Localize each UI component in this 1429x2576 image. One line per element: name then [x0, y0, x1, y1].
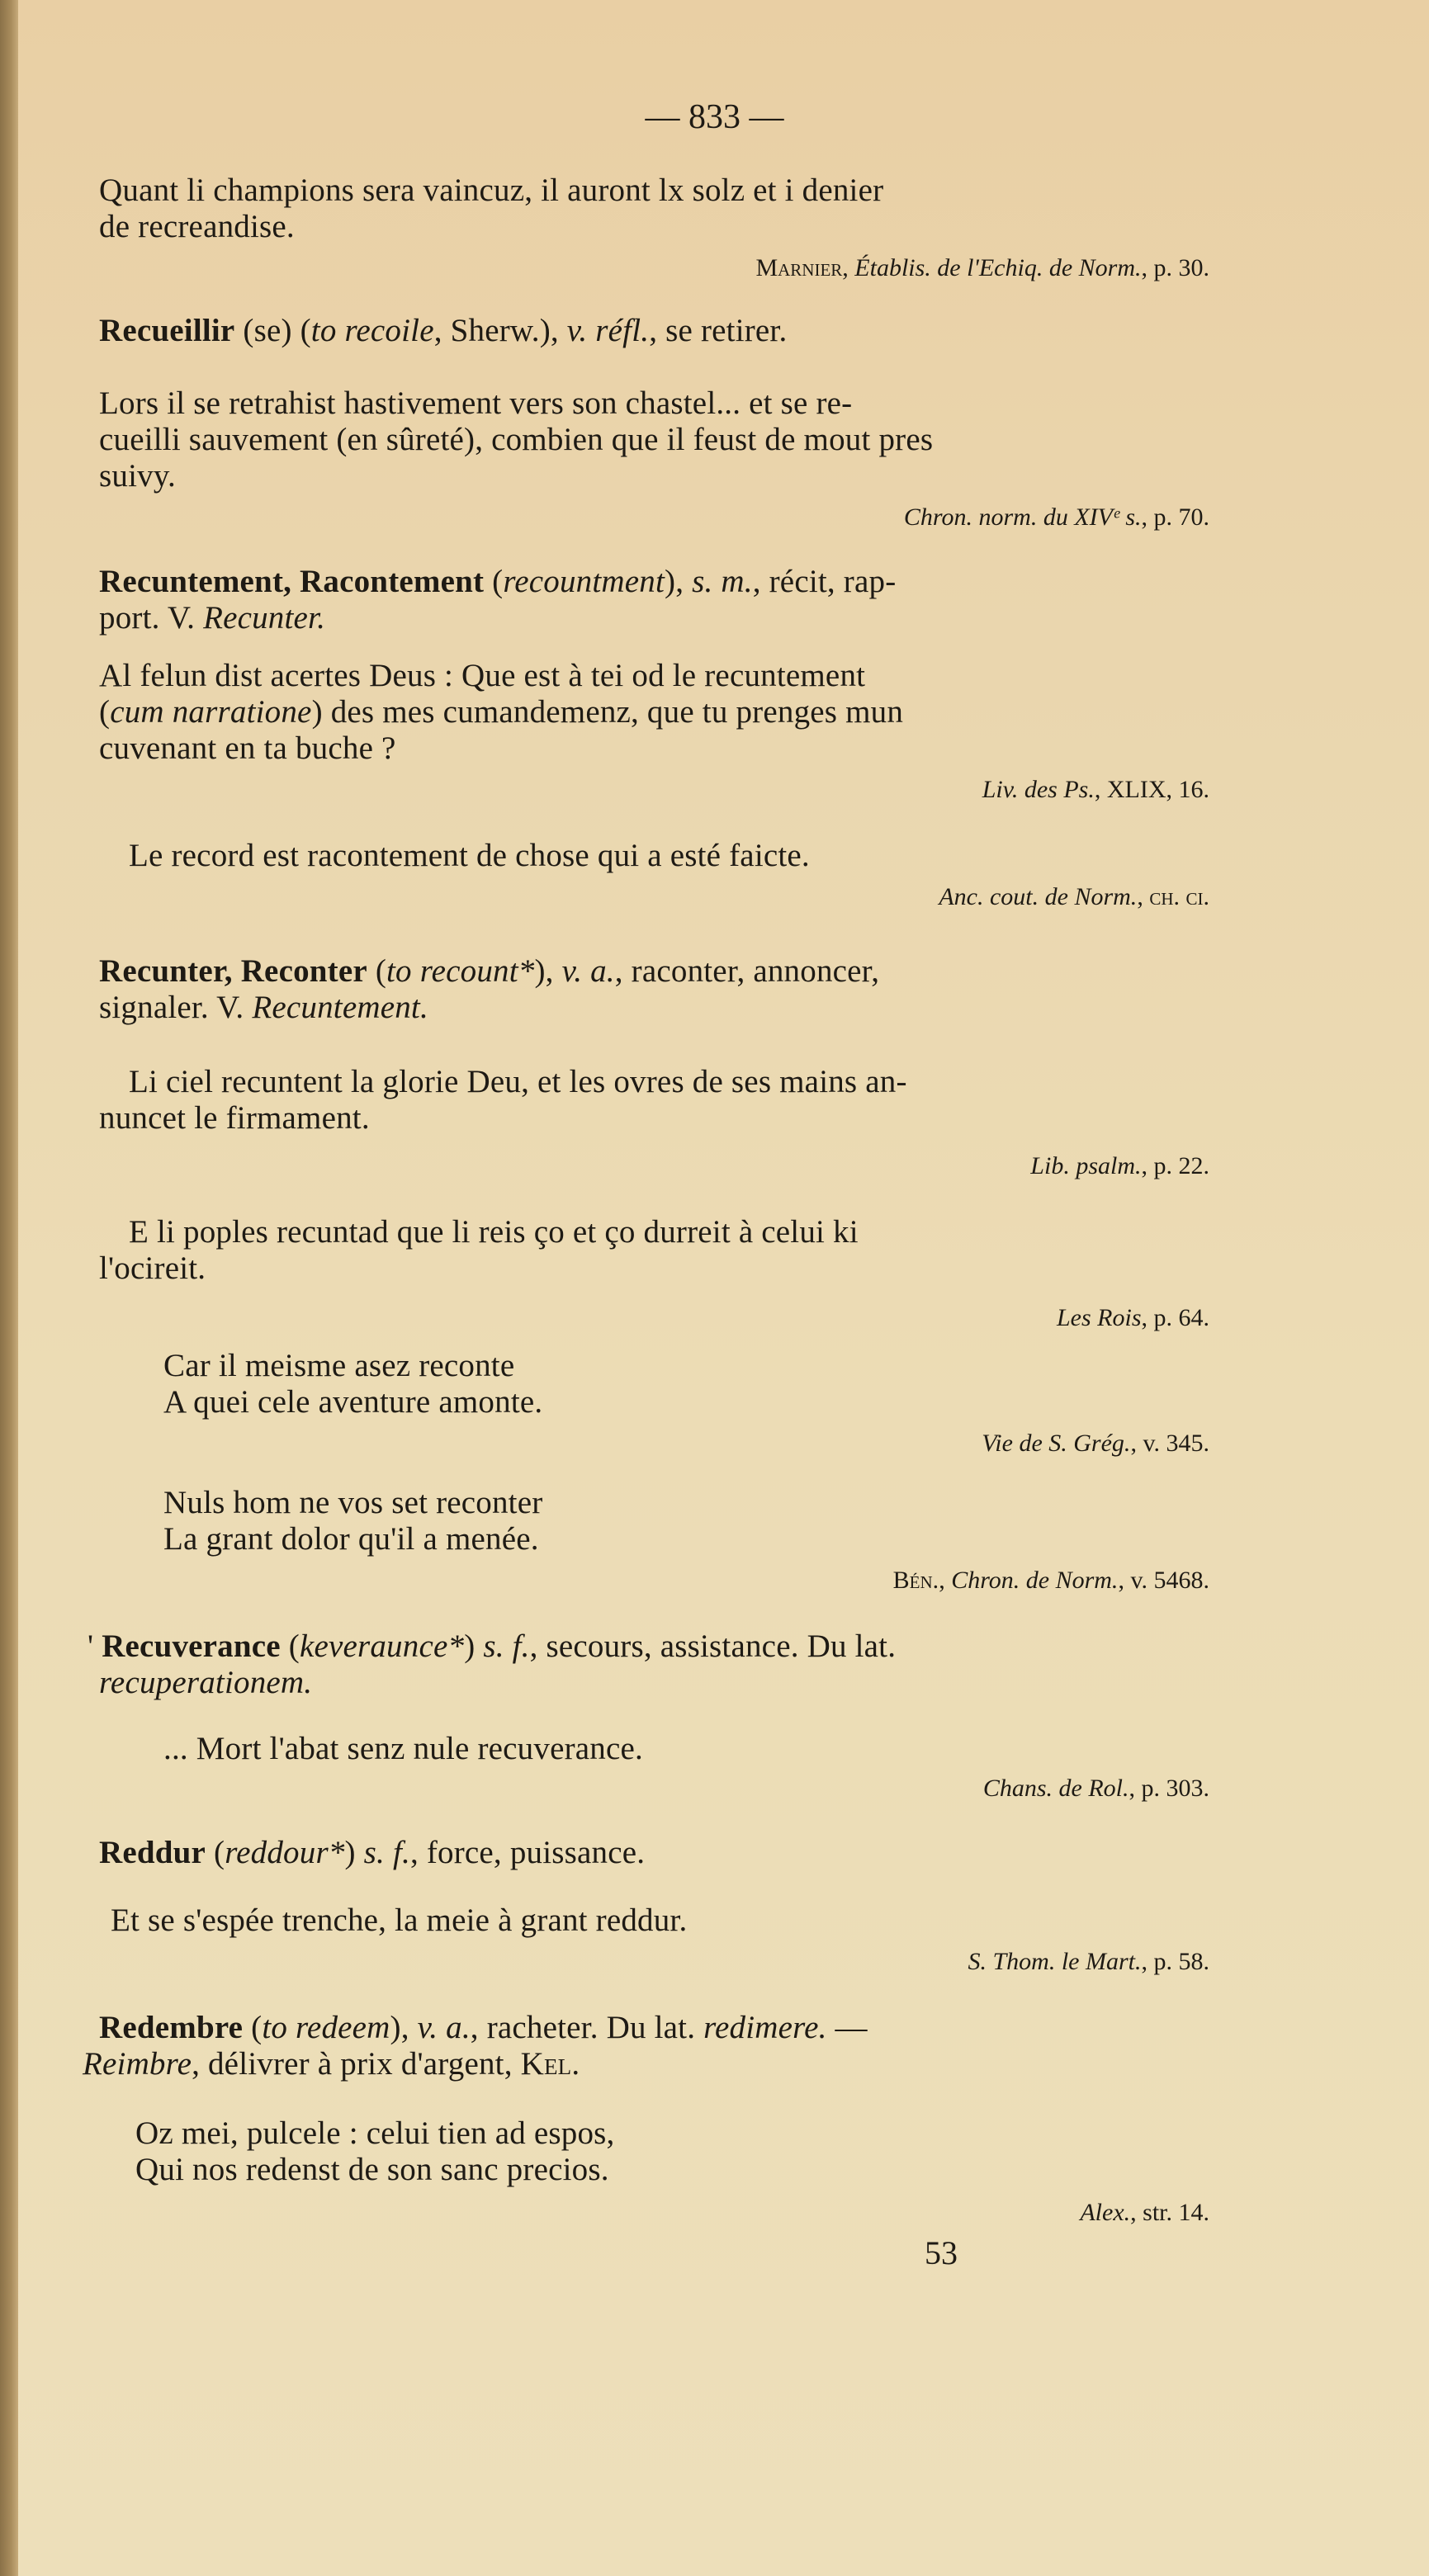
cross-reference: Recunter.: [203, 600, 326, 636]
citation: [893, 1567, 1209, 1595]
quote-line: l'ocireit.: [99, 1250, 206, 1286]
citation-sep: ,: [842, 254, 855, 281]
citation-ref: , ch. ci.: [1137, 883, 1209, 910]
citation-ref: , p. 30.: [1141, 254, 1209, 281]
citation: [1030, 1152, 1209, 1180]
quote-line: suivy.: [99, 458, 176, 494]
entry-line: [99, 1664, 312, 1701]
latin-gloss: cum narratione: [110, 694, 312, 730]
citation: [968, 1948, 1210, 1976]
citation-work: Chron. norm. du XIVᵉ s.: [903, 503, 1142, 531]
citation-work: S. Thom. le Mart.: [968, 1948, 1142, 1975]
part-of-speech: s. f.: [363, 1835, 410, 1870]
dictionary-entry: Recuntement, Racontement (recountment), s. m., récit, rap-: [99, 564, 897, 599]
headword: Recuntement, Racontement: [99, 564, 485, 599]
headword: Redembre: [99, 2010, 244, 2045]
dictionary-entry: Recunter, Reconter (to recount*), v. a., raconter, annoncer,: [99, 953, 880, 989]
entry-text: port. V.: [99, 600, 204, 636]
quote-line: Li ciel recuntent la glorie Deu, et les ovres de ses mains an-: [129, 1064, 907, 1099]
verse-line: ... Mort l'abat senz nule recuverance.: [163, 1731, 643, 1766]
citation-work: Liv. des Ps.: [982, 776, 1095, 803]
headword: Reddur: [99, 1835, 206, 1870]
entry-text: , Sherw.),: [433, 313, 567, 348]
entry-text: —: [826, 2010, 868, 2045]
english-gloss: to recoile: [310, 313, 434, 348]
definition: , délivrer à prix d'argent,: [192, 2046, 521, 2082]
verse-line: Car il meisme asez reconte: [163, 1348, 515, 1383]
page-number: — 833 —: [645, 98, 784, 136]
english-gloss: recountment: [503, 564, 665, 599]
part-of-speech: v. a.: [417, 2010, 471, 2045]
english-gloss: to recount*: [386, 953, 535, 989]
dictionary-entry: ' Recuverance (keveraunce*) s. f., secours, assistance. Du lat.: [88, 1628, 897, 1664]
quote-line: Et se s'espée trenche, la meie à grant reddur.: [111, 1902, 688, 1938]
quote-line: nuncet le firmament.: [99, 1100, 370, 1136]
entry-marker: ': [88, 1628, 94, 1664]
entry-text: signaler. V.: [99, 990, 253, 1025]
citation-work: Établis. de l'Echiq. de Norm.: [854, 254, 1142, 281]
citation-author: Bén.: [892, 1567, 939, 1594]
verse-line: Nuls hom ne vos set reconter: [163, 1485, 543, 1520]
quote-line: Le record est racontement de chose qui a esté faicte.: [129, 838, 810, 873]
quote-line: cuvenant en ta buche ?: [99, 730, 396, 766]
source-abbrev: Kel.: [520, 2046, 580, 2082]
latin-etymon: redimere.: [703, 2010, 827, 2045]
citation-work: Les Rois: [1056, 1304, 1142, 1331]
dictionary-entry: Reddur (reddour*) s. f., force, puissance.: [99, 1835, 646, 1870]
citation-ref: , XLIX, 16.: [1094, 776, 1209, 803]
english-gloss: reddour*: [225, 1835, 345, 1870]
citation: [982, 776, 1209, 804]
headword: Recueillir: [99, 313, 235, 348]
citation: [755, 254, 1209, 282]
citation-ref: , p. 22.: [1141, 1152, 1209, 1179]
dictionary-entry: [99, 312, 787, 349]
citation-work: Anc. cout. de Norm.: [939, 883, 1138, 910]
quote-line: de recreandise.: [99, 209, 295, 244]
printer-signature: 53: [925, 2234, 958, 2271]
verse-line: Oz mei, pulcele : celui tien ad espos,: [135, 2115, 615, 2151]
verse-line: A quei cele aventure amonte.: [163, 1384, 543, 1420]
quote-line: Quant li champions sera vaincuz, il auront lx solz et i denier: [99, 173, 884, 208]
entry-line: [99, 989, 428, 1026]
verse-line: La grant dolor qu'il a menée.: [163, 1521, 539, 1557]
citation: [904, 503, 1209, 532]
part-of-speech: s. m.: [692, 564, 753, 599]
citation-ref: , p. 303.: [1129, 1775, 1209, 1802]
quote-text: des mes cumandemenz, que tu prenges mun: [330, 694, 904, 730]
english-gloss: keveraunce*: [299, 1628, 465, 1664]
citation-work: Chans. de Rol.: [982, 1775, 1129, 1802]
citation-author: Marnier: [755, 254, 843, 281]
definition: , se retirer.: [649, 313, 788, 348]
part-of-speech: v. réfl.: [566, 313, 650, 348]
latin-etymon: recuperationem.: [99, 1665, 313, 1700]
citation-ref: , str. 14.: [1130, 2199, 1209, 2226]
citation-ref: , p. 58.: [1141, 1948, 1209, 1975]
cross-reference: Recuntement.: [252, 990, 428, 1025]
citation-ref: , p. 70.: [1141, 503, 1209, 531]
citation: [1080, 2199, 1209, 2227]
entry-line: [99, 599, 325, 636]
definition: , récit, rap-: [752, 564, 897, 599]
citation: [982, 1430, 1209, 1458]
citation-ref: , v. 345.: [1130, 1430, 1209, 1457]
definition: , force, puissance.: [409, 1835, 646, 1870]
english-gloss: to redeem: [262, 2010, 390, 2045]
citation-work: Lib. psalm.: [1030, 1152, 1142, 1179]
definition: , secours, assistance. Du lat.: [529, 1628, 897, 1664]
citation: [983, 1775, 1209, 1803]
entry-line: [83, 2045, 580, 2082]
entry-text: (se) (: [234, 313, 311, 348]
headword: Recuverance: [102, 1628, 281, 1664]
quote-line: cueilli sauvement (en sûreté), combien que il feust de mout pres: [99, 422, 934, 457]
citation-ref: , v. 5468.: [1118, 1567, 1209, 1594]
dictionary-entry: Redembre (to redeem), v. a., racheter. Du lat. redimere. —: [99, 2010, 868, 2045]
part-of-speech: s. f.: [483, 1628, 530, 1664]
variant-form: Reimbre: [83, 2046, 192, 2082]
citation: [939, 883, 1209, 911]
quote-line: (cum narratione) des mes cumandemenz, que tu prenges mun: [99, 694, 904, 730]
citation: [1057, 1304, 1209, 1332]
verse-line: Qui nos redenst de son sanc precios.: [135, 2152, 609, 2187]
headword: Recunter, Reconter: [99, 953, 367, 989]
part-of-speech: v. a.: [561, 953, 615, 989]
citation-work: Vie de S. Grég.: [982, 1430, 1131, 1457]
definition: , raconter, annoncer,: [614, 953, 880, 989]
definition: , racheter. Du lat.: [470, 2010, 704, 2045]
citation-sep: ,: [939, 1567, 952, 1594]
citation-work: Alex.: [1080, 2199, 1131, 2226]
citation-work: Chron. de Norm.: [951, 1567, 1119, 1594]
quote-line: E li poples recuntad que li reis ço et ço durreit à celui ki: [129, 1214, 859, 1250]
citation-ref: , p. 64.: [1141, 1304, 1209, 1331]
quote-line: Al felun dist acertes Deus : Que est à tei od le recuntement: [99, 658, 866, 693]
quote-line: Lors il se retrahist hastivement vers son chastel... et se re-: [99, 385, 853, 421]
